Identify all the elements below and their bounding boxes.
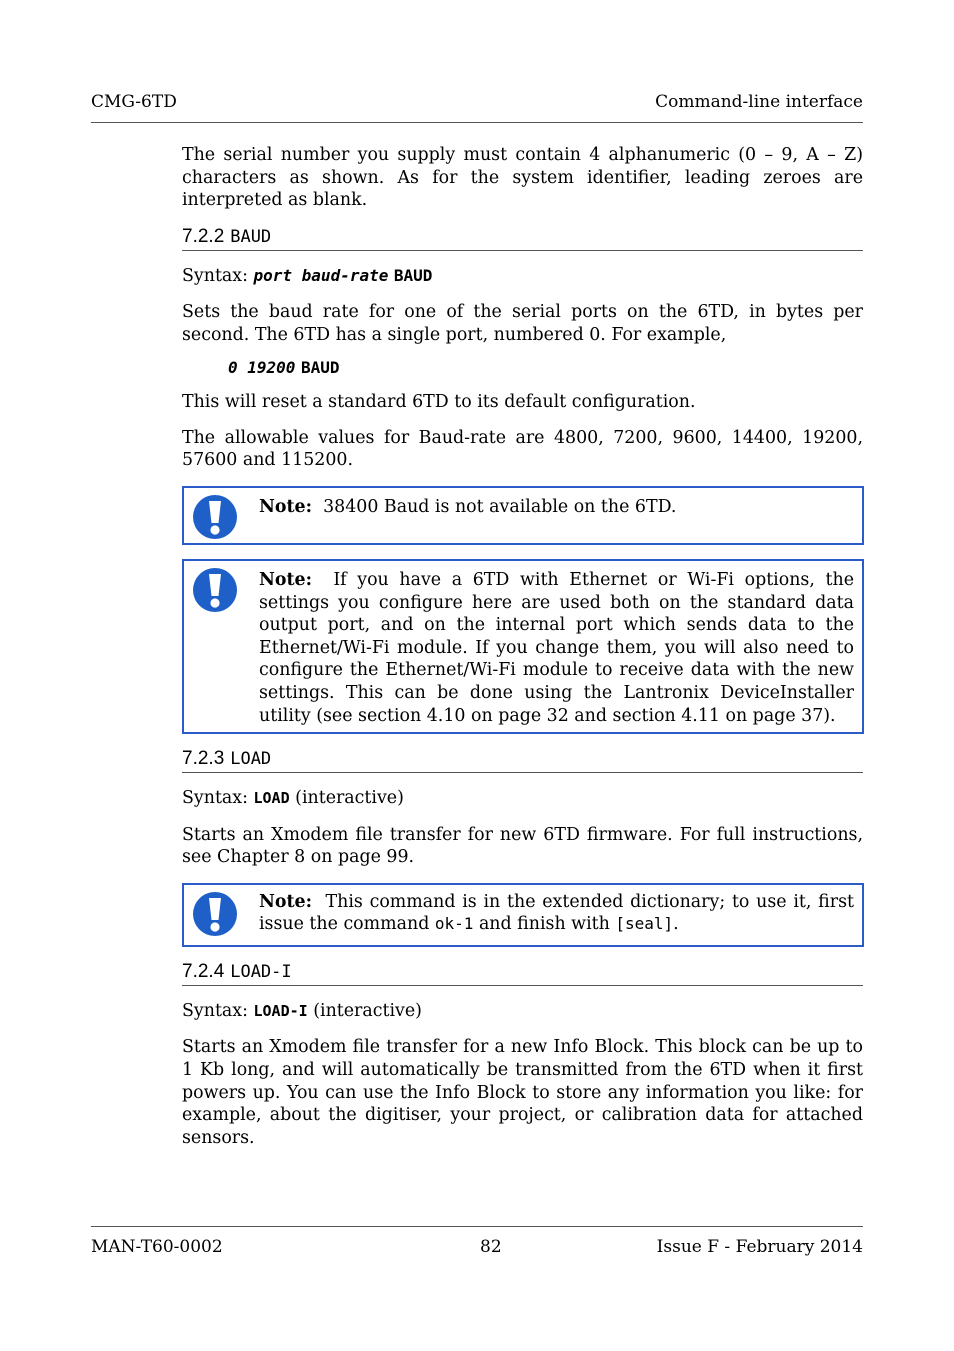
intro-paragraph: The serial number you supply must contain 4 alphanumeric (0 – 9, A – Z) characters as shown. As for the system identifier, leading zeroes are interpreted as blank.: [182, 145, 863, 211]
note-label: Note:: [259, 891, 313, 912]
note-box: [182, 486, 864, 545]
exclamation-icon: [192, 891, 238, 937]
page-content: [182, 144, 863, 1149]
syntax-label: Syntax:: [182, 1000, 248, 1021]
paragraph: Starts an Xmodem file transfer for a new Info Block. This block can be up to 1 Kb long, and will automatically be transmitted from the 6TD when it first powers up. You can use the Info Block to store any information you like: for example, about the digitiser, your project, or calibration data for attached sensors.: [182, 1037, 863, 1148]
syntax-suffix: (interactive): [313, 1000, 422, 1021]
note-period: .: [673, 914, 679, 935]
note-text: [259, 885, 854, 936]
section-number: 7.2.4: [182, 960, 225, 982]
note-body: 38400 Baud is not available on the 6TD.: [323, 496, 677, 517]
page-header: [91, 90, 863, 123]
page-footer: [91, 1226, 863, 1257]
example-args: 0 19200: [228, 357, 296, 377]
syntax-command: BAUD: [393, 265, 433, 285]
note-label: Note:: [259, 569, 313, 590]
syntax-label: Syntax:: [182, 787, 248, 808]
note-label: Note:: [259, 496, 313, 517]
section-heading-baud: [182, 226, 863, 251]
section-heading-load-i: [182, 961, 863, 986]
section-command: LOAD-I: [230, 961, 292, 982]
example-line: [228, 357, 863, 380]
note-body: This command is in the extended dictionary; to use it, first issue the command: [259, 891, 855, 935]
syntax-args: port baud-rate: [253, 265, 389, 285]
note-body: If you have a 6TD with Ethernet or Wi-Fi options, the settings you configure here are used both on the standard data output port, and on the internal port which sends data to the Ethernet/Wi-Fi module. If you change them, you will also need to configure the Ethernet/Wi-Fi module to receive data with the new settings. This can be done using the Lantronix DeviceInstaller utility (see section 4.10 on page 32 and section 4.11 on page 37).: [259, 569, 854, 726]
paragraph: The allowable values for Baud-rate are 4800, 7200, 9600, 14400, 19200, 57600 and 115200.: [182, 427, 863, 471]
example-command: BAUD: [300, 357, 340, 377]
syntax-line: [182, 1000, 863, 1023]
section-command: BAUD: [230, 226, 272, 247]
syntax-suffix: (interactive): [295, 787, 404, 808]
paragraph: Starts an Xmodem file transfer for new 6TD firmware. For full instructions, see Chapter 8 on page 99.: [182, 824, 863, 868]
header-chapter-title: Command-line interface: [655, 92, 863, 112]
section-number: 7.2.2: [182, 225, 225, 247]
section-number: 7.2.3: [182, 747, 225, 769]
note-box: [182, 883, 864, 947]
syntax-line: [182, 265, 863, 288]
footer-issue: Issue F - February 2014: [656, 1237, 863, 1257]
syntax-command: LOAD-I: [253, 1001, 308, 1020]
note-text: [259, 488, 854, 519]
paragraph: Sets the baud rate for one of the serial ports on the 6TD, in bytes per second. The 6TD has a single port, numbered 0. For example,: [182, 302, 863, 345]
note-box: [182, 559, 864, 734]
exclamation-icon: [192, 567, 238, 613]
header-doc-title: CMG-6TD: [91, 92, 177, 112]
syntax-command: LOAD: [253, 788, 290, 807]
exclamation-icon: [192, 494, 238, 540]
note-code: ok-1: [434, 914, 474, 934]
footer-page-number: 82: [480, 1237, 502, 1257]
syntax-line: [182, 787, 863, 810]
footer-doc-number: MAN-T60-0002: [91, 1237, 223, 1257]
paragraph: This will reset a standard 6TD to its default configuration.: [182, 392, 696, 413]
section-heading-load: [182, 748, 863, 773]
note-body: and finish with: [478, 914, 610, 935]
syntax-label: Syntax:: [182, 265, 248, 286]
note-text: [259, 561, 854, 727]
section-command: LOAD: [230, 748, 272, 769]
note-code: [seal]: [615, 914, 674, 934]
